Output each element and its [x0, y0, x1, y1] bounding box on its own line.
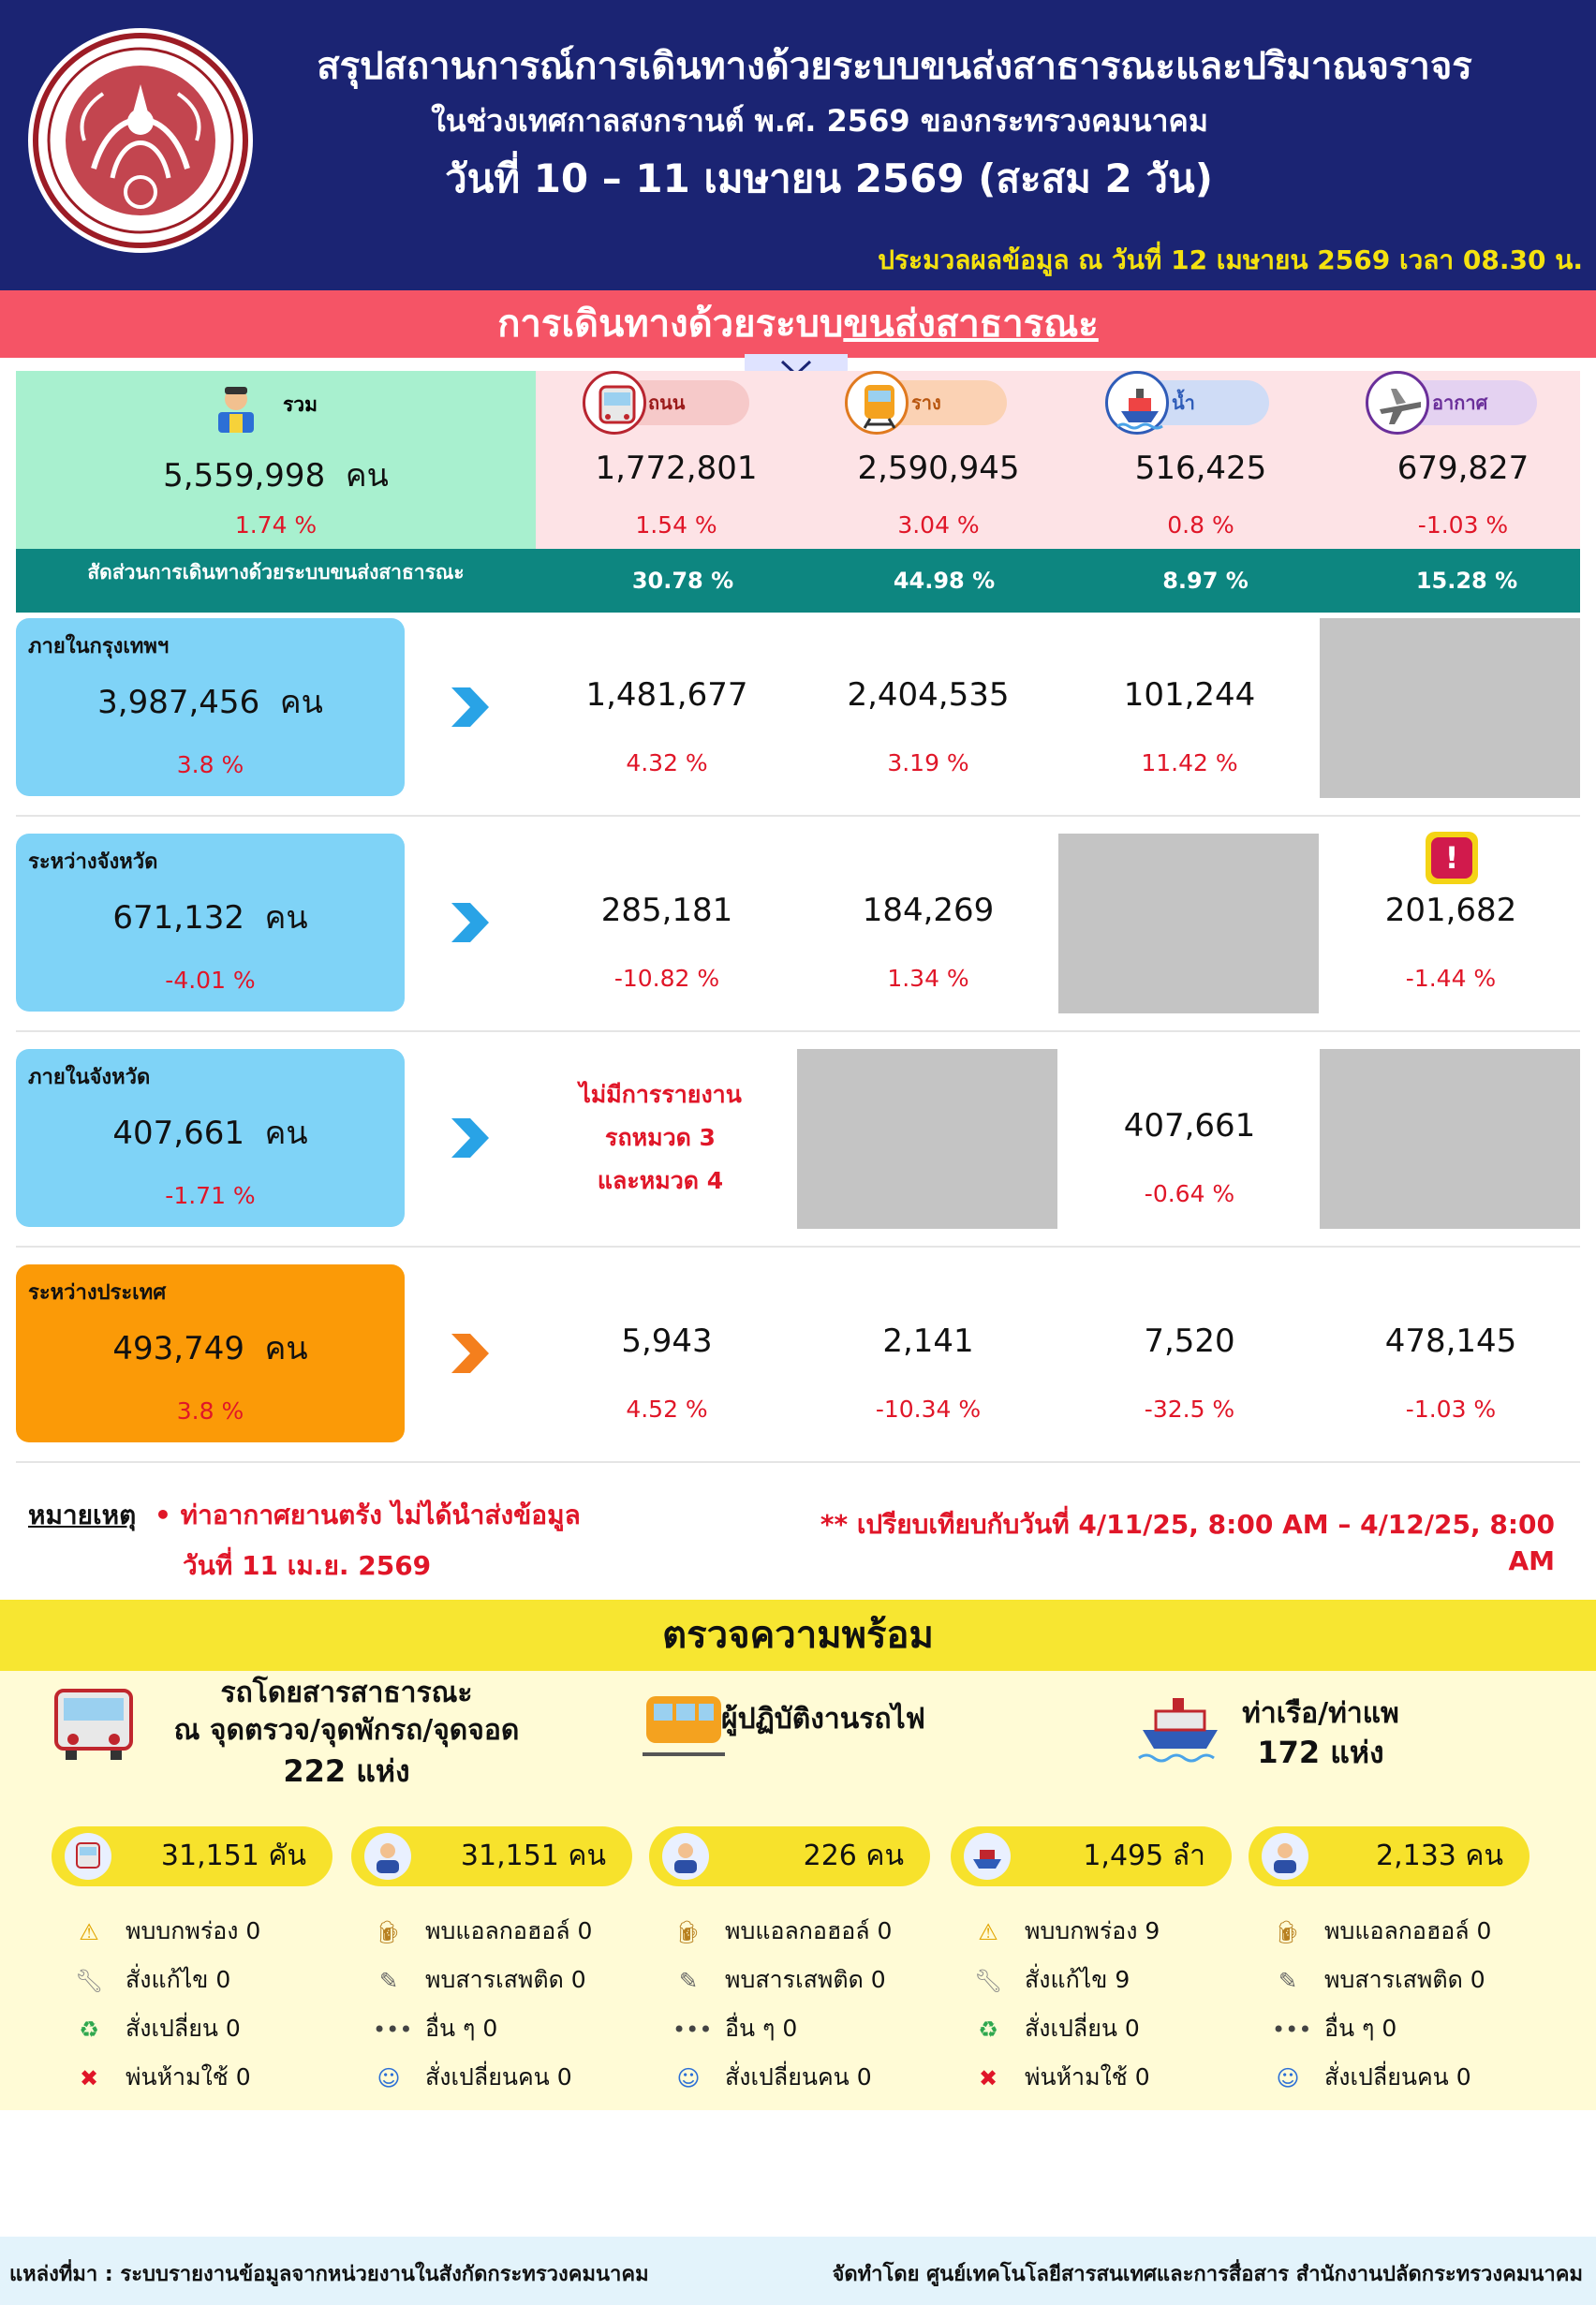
interprov-air-value: 201,682 — [1384, 892, 1517, 929]
row-number: 493,749 — [112, 1330, 244, 1367]
row-unit: คน — [264, 1115, 308, 1152]
check-item — [373, 1961, 586, 1999]
swap-person-icon: ☺ — [676, 2065, 701, 2091]
header-banner — [0, 0, 1596, 290]
row-interprovincial-box — [16, 834, 405, 1012]
check-text: สั่งแก้ไข 9 — [1025, 1966, 1130, 1993]
total-number: 5,559,998 — [163, 457, 326, 495]
prohibit-icon: ✖ — [79, 2065, 99, 2091]
check-text: อื่น ๆ 0 — [1324, 2015, 1397, 2042]
processed-time: ประมวลผลข้อมูล ณ วันที่ 12 เมษายน 2569 เวลา 08.30 น. — [878, 244, 1583, 275]
check-item — [972, 1913, 1160, 1950]
check-item — [672, 1913, 892, 1950]
check-item — [73, 1961, 230, 1999]
bangkok-rail-pct: 3.19 % — [887, 749, 969, 776]
stat-pill-crew — [1249, 1826, 1530, 1886]
intl-rail-pct: -10.34 % — [875, 1396, 982, 1423]
mode-summary-cells — [536, 371, 1580, 549]
check-text: พบแอลกอฮอล์ 0 — [425, 1917, 593, 1944]
comparison-note: ** เปรียบเทียบกับวันที่ 4/11/25, 8:00 AM – 4/12/25, 8:00 AM — [820, 1509, 1555, 1576]
row-divider — [16, 1246, 1580, 1248]
air-total-pct: -1.03 % — [1417, 511, 1509, 539]
row-title: ภายในจังหวัด — [28, 1066, 151, 1089]
interprov-rail-pct: 1.34 % — [887, 965, 969, 992]
check-item — [972, 2010, 1140, 2047]
bangkok-rail-value: 2,404,535 — [847, 676, 1010, 714]
row-international-box — [16, 1264, 405, 1442]
check-text: สั่งแก้ไข 0 — [126, 1966, 231, 1993]
row-unit: คน — [264, 899, 308, 937]
alert-mark: ! — [1431, 837, 1472, 879]
check-text: พ่นห้ามใช้ 0 — [1025, 2063, 1150, 2091]
stat-value: 226 คน — [803, 1840, 904, 1872]
check-text: พบบกพร่อง 9 — [1025, 1917, 1160, 1944]
row-title: ภายในกรุงเทพฯ — [28, 635, 170, 658]
air-total-value: 679,827 — [1396, 450, 1530, 487]
intl-road-pct: 4.52 % — [626, 1396, 708, 1423]
bus-icon — [47, 1681, 140, 1766]
row-unit: คน — [264, 1330, 308, 1367]
road-total-pct: 1.54 % — [635, 511, 717, 539]
water-share: 8.97 % — [1162, 568, 1249, 594]
chevron-right-icon — [448, 899, 495, 946]
check-item — [73, 2059, 251, 2096]
date-range: วันที่ 10 – 11 เมษายน 2569 (สะสม 2 วัน) — [445, 155, 1213, 201]
check-item — [672, 1961, 886, 1999]
alert-icon[interactable] — [1426, 832, 1478, 884]
row-intraprovincial-box — [16, 1049, 405, 1227]
note-line-1: • ท่าอากาศยานตรัง ไม่ได้นำส่งข้อมูล — [155, 1500, 581, 1530]
check-text: สั่งเปลี่ยนคน 0 — [1324, 2063, 1471, 2091]
check-item — [373, 1913, 592, 1950]
stat-value: 31,151 คน — [460, 1840, 606, 1872]
interprov-air-pct: -1.44 % — [1405, 965, 1497, 992]
row-pct: 3.8 % — [176, 751, 244, 778]
check-text: สั่งเปลี่ยนคน 0 — [725, 2063, 872, 2091]
no-report-line: และหมวด 4 — [597, 1167, 724, 1194]
water-total-pct: 0.8 % — [1167, 511, 1234, 539]
road-share: 30.78 % — [631, 568, 734, 594]
check-item — [73, 1913, 260, 1950]
warning-icon: ⚠ — [978, 1919, 998, 1945]
wrench-icon: 🔧︎ — [973, 1968, 1003, 1994]
total-value — [16, 450, 536, 500]
mode-share-label: สัดส่วนการเดินทางด้วยระบบขนส่งสาธารณะ — [87, 561, 465, 584]
check-text: พบสารเสพติด 0 — [725, 1966, 886, 1993]
check-item — [972, 1961, 1130, 1999]
bus-check-location: ณ จุดตรวจ/จุดพักรถ/จุดจอด — [173, 1714, 520, 1747]
road-label: ถนน — [648, 392, 686, 414]
public-transport-section-title — [0, 290, 1596, 358]
water-label: น้ำ — [1172, 392, 1195, 414]
beer-icon: 🍺︎ — [1273, 1919, 1303, 1945]
no-data-block — [1320, 618, 1580, 798]
row-value — [16, 892, 405, 942]
row-unit: คน — [279, 684, 323, 721]
stat-value: 31,151 คัน — [160, 1840, 306, 1872]
stat-pill-vehicles — [52, 1826, 332, 1886]
crew-icon — [1262, 1833, 1308, 1880]
bangkok-road-value: 1,481,677 — [585, 676, 748, 714]
syringe-icon: ✎ — [1278, 1968, 1298, 1994]
chevron-right-icon — [448, 684, 495, 731]
row-title: ระหว่างประเทศ — [28, 1281, 167, 1305]
check-text: พบแอลกอฮอล์ 0 — [725, 1917, 893, 1944]
plane-icon — [1366, 371, 1429, 435]
chevron-right-icon — [448, 1330, 495, 1377]
total-unit: คน — [345, 457, 389, 495]
no-report-note — [543, 1073, 777, 1203]
row-number: 3,987,456 — [97, 684, 260, 721]
check-text: อื่น ๆ 0 — [425, 2015, 498, 2042]
check-item — [672, 2059, 872, 2096]
bus-check-count: 222 แห่ง — [283, 1753, 410, 1789]
check-item — [1272, 1913, 1491, 1950]
section-title-prefix: การเดินทางด้วยระบบ — [497, 303, 844, 346]
pier-check-count: 172 แห่ง — [1257, 1735, 1384, 1770]
bangkok-road-pct: 4.32 % — [626, 749, 708, 776]
readiness-title: ตรวจความพร้อม — [0, 1600, 1596, 1671]
prohibit-icon: ✖ — [978, 2065, 998, 2091]
total-pct: 1.74 % — [234, 511, 318, 539]
bus-icon — [65, 1833, 111, 1880]
intl-water-value: 7,520 — [1144, 1322, 1235, 1360]
bangkok-water-pct: 11.42 % — [1141, 749, 1238, 776]
passenger-icon — [213, 380, 259, 436]
syringe-icon: ✎ — [678, 1968, 699, 1994]
page-title: สรุปสถานการณ์การเดินทางด้วยระบบขนส่งสาธารณะและปริมาณจราจร — [317, 45, 1472, 88]
stat-pill-drivers — [351, 1826, 632, 1886]
check-text: พบสารเสพติด 0 — [1324, 1966, 1485, 1993]
syringe-icon: ✎ — [378, 1968, 399, 1994]
row-value — [16, 1322, 405, 1373]
train-icon — [845, 371, 909, 435]
no-report-line: รถหมวด 3 — [605, 1124, 716, 1151]
intraprov-water-value: 407,661 — [1123, 1107, 1256, 1145]
check-item — [73, 2010, 241, 2047]
replace-icon: ♻ — [978, 2017, 998, 2043]
intl-road-value: 5,943 — [621, 1322, 713, 1360]
air-label: อากาศ — [1432, 392, 1488, 414]
check-text: พบสารเสพติด 0 — [425, 1966, 586, 1993]
check-item — [672, 2010, 797, 2047]
check-text: สั่งเปลี่ยน 0 — [126, 2015, 241, 2042]
air-share: 15.28 % — [1415, 568, 1518, 594]
road-total-value: 1,772,801 — [595, 450, 758, 487]
row-number: 671,132 — [112, 899, 244, 937]
row-value — [16, 1107, 405, 1158]
wrench-icon: 🔧︎ — [74, 1968, 104, 1994]
stat-pill-rail-staff — [649, 1826, 930, 1886]
producer-credit: จัดทำโดย ศูนย์เทคโนโลยีสารสนเทศและการสื่อสาร สำนักงานปลัดกระทรวงคมนาคม — [832, 2263, 1583, 2286]
rail-total-pct: 3.04 % — [897, 511, 980, 539]
intl-rail-value: 2,141 — [882, 1322, 974, 1360]
row-pct: -4.01 % — [165, 967, 256, 994]
check-text: พบแอลกอฮอล์ 0 — [1324, 1917, 1492, 1944]
check-item — [972, 2059, 1150, 2096]
note-heading: หมายเหตุ — [28, 1500, 137, 1530]
check-text: พบบกพร่อง 0 — [126, 1917, 261, 1944]
check-text: อื่น ๆ 0 — [725, 2015, 798, 2042]
check-text: สั่งเปลี่ยน 0 — [1025, 2015, 1140, 2042]
dots-icon: ••• — [672, 2017, 713, 2043]
rail-share: 44.98 % — [893, 568, 996, 594]
row-number: 407,661 — [112, 1115, 244, 1152]
stat-value: 1,495 ลำ — [1083, 1840, 1205, 1872]
ship-icon — [1105, 371, 1169, 435]
intl-air-value: 478,145 — [1384, 1322, 1517, 1360]
row-title: ระหว่างจังหวัด — [28, 850, 158, 874]
no-data-block — [797, 1049, 1057, 1229]
mode-share-bar — [16, 549, 1580, 613]
no-data-block — [1058, 834, 1319, 1013]
no-data-block — [1320, 1049, 1580, 1229]
driver-icon — [364, 1833, 411, 1880]
pier-check-title: ท่าเรือ/ท่าแพ — [1242, 1697, 1399, 1730]
beer-icon: 🍺︎ — [673, 1919, 703, 1945]
boat-icon — [1133, 1681, 1227, 1766]
dots-icon: ••• — [1272, 2017, 1312, 2043]
rail-label: ราง — [911, 392, 941, 414]
check-text: พ่นห้ามใช้ 0 — [126, 2063, 251, 2091]
rail-total-value: 2,590,945 — [857, 450, 1020, 487]
check-text: สั่งเปลี่ยนคน 0 — [425, 2063, 572, 2091]
swap-person-icon: ☺ — [1276, 2065, 1300, 2091]
intl-water-pct: -32.5 % — [1144, 1396, 1235, 1423]
bus-check-title: รถโดยสารสาธารณะ — [220, 1677, 473, 1709]
data-source: แหล่งที่มา : ระบบรายงานข้อมูลจากหน่วยงานในสังกัดกระทรวงคมนาคม — [9, 2263, 649, 2286]
row-bangkok-box — [16, 618, 405, 796]
footer-bar — [0, 2237, 1596, 2305]
rail-staff-title: ผู้ปฏิบัติงานรถไฟ — [721, 1703, 925, 1736]
no-report-line: ไม่มีการรายงาน — [579, 1081, 742, 1108]
swap-person-icon: ☺ — [377, 2065, 401, 2091]
bangkok-water-value: 101,244 — [1123, 676, 1256, 714]
boat-icon — [964, 1833, 1011, 1880]
row-divider — [16, 815, 1580, 817]
interprov-rail-value: 184,269 — [862, 892, 995, 929]
row-pct: -1.71 % — [165, 1182, 256, 1209]
check-item — [1272, 2059, 1471, 2096]
interprov-road-value: 285,181 — [600, 892, 733, 929]
water-total-value: 516,425 — [1134, 450, 1267, 487]
intraprov-water-pct: -0.64 % — [1144, 1180, 1235, 1207]
note-line-2: วันที่ 11 เม.ย. 2569 — [183, 1550, 432, 1581]
intl-air-pct: -1.03 % — [1405, 1396, 1497, 1423]
section-title-underlined: ขนส่งสาธารณะ — [843, 303, 1099, 346]
page-subtitle: ในช่วงเทศกาลสงกรานต์ พ.ศ. 2569 ของกระทรวงคมนาคม — [431, 103, 1208, 139]
row-divider — [16, 1030, 1580, 1032]
stat-value: 2,133 คน — [1376, 1840, 1503, 1872]
check-item — [1272, 1961, 1485, 1999]
total-summary-cell — [16, 371, 536, 549]
chevron-right-icon — [448, 1115, 495, 1161]
row-value — [16, 676, 405, 727]
check-item — [1272, 2010, 1396, 2047]
row-pct: 3.8 % — [176, 1397, 244, 1425]
bus-icon — [583, 371, 646, 435]
interprov-road-pct: -10.82 % — [613, 965, 720, 992]
stat-pill-boats — [951, 1826, 1232, 1886]
train-icon — [637, 1681, 731, 1766]
staff-icon — [662, 1833, 709, 1880]
check-item — [373, 2010, 497, 2047]
replace-icon: ♻ — [79, 2017, 99, 2043]
beer-icon: 🍺︎ — [374, 1919, 404, 1945]
dots-icon: ••• — [373, 2017, 413, 2043]
ministry-seal-icon — [28, 28, 253, 253]
check-item — [373, 2059, 572, 2096]
row-divider — [16, 1461, 1580, 1463]
total-label: รวม — [283, 393, 318, 416]
warning-icon: ⚠ — [79, 1919, 99, 1945]
